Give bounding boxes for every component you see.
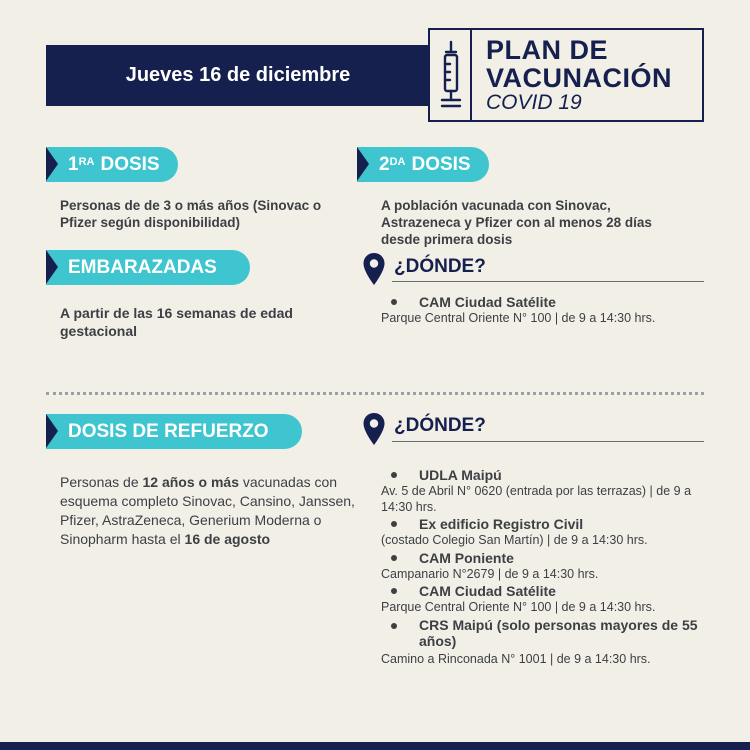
syringe-icon <box>436 40 466 112</box>
donde-title: ¿DÓNDE? <box>394 256 486 277</box>
pill-notch <box>46 147 58 181</box>
location-name: CAM Ciudad Satélite <box>419 583 556 599</box>
segunda-num: 2 <box>379 153 390 175</box>
list-item <box>381 516 711 550</box>
plan-title <box>486 36 672 92</box>
header-date-bar <box>46 45 430 106</box>
primera-sup: RA <box>78 155 95 168</box>
primera-label: DOSIS <box>100 153 160 175</box>
refuerzo-text-part: Personas de <box>60 474 143 490</box>
refuerzo-text-part: vacunadas con esquema completo Sinovac, Cansino, Janssen, Pfizer, AstraZeneca, Generium Moderna o Sinopharm hasta el <box>60 474 355 547</box>
footer-bar <box>0 742 750 750</box>
location-pin-icon <box>362 412 386 446</box>
location-name: CAM Ciudad Satélite <box>419 294 556 310</box>
location-address: Camino a Rinconada N° 1001 | de 9 a 14:30 hrs. <box>381 652 651 666</box>
location-name-row <box>381 583 711 599</box>
refuerzo-label-text: DOSIS DE REFUERZO <box>68 420 269 442</box>
location-address: Parque Central Oriente N° 100 | de 9 a 14:30 hrs. <box>381 311 656 325</box>
list-item <box>381 583 711 617</box>
pill-notch <box>46 250 58 284</box>
segunda-dosis-text: A población vacunada con Sinovac, Astrazeneca y Pfizer con al menos 28 días desde primera dosis <box>381 198 652 247</box>
location-name: CAM Poniente <box>419 550 514 566</box>
primera-num: 1 <box>68 153 79 175</box>
refuerzo-text <box>60 473 360 549</box>
embarazadas-label-text: EMBARAZADAS <box>68 256 217 278</box>
segunda-sup: DA <box>389 155 406 168</box>
donde1-list <box>381 294 711 326</box>
donde-title: ¿DÓNDE? <box>394 415 486 436</box>
bullet-icon <box>391 555 397 561</box>
plan-subtitle: COVID 19 <box>486 91 582 114</box>
bullet-icon <box>391 299 397 305</box>
location-name-row <box>381 617 711 649</box>
pill-notch <box>357 147 369 181</box>
location-address: Campanario N°2679 | de 9 a 14:30 hrs. <box>381 567 599 581</box>
embarazadas-label <box>46 250 250 285</box>
bullet-icon <box>391 472 397 478</box>
section-divider <box>46 392 704 395</box>
location-name-row <box>381 467 711 483</box>
location-name: UDLA Maipú <box>419 467 502 483</box>
location-name-row <box>381 516 711 532</box>
location-name-row <box>381 550 711 566</box>
list-item <box>381 467 711 516</box>
location-address: Av. 5 de Abril N° 0620 (entrada por las terrazas) | de 9 a 14:30 hrs. <box>381 484 692 514</box>
location-address: (costado Colegio San Martín) | de 9 a 14:30 hrs. <box>381 533 648 547</box>
refuerzo-text-bold: 12 años o más <box>142 474 239 490</box>
bullet-icon <box>391 521 397 527</box>
donde2-list <box>381 467 711 667</box>
refuerzo-label <box>46 414 302 449</box>
segunda-dosis-label <box>357 147 489 182</box>
plan-title-box <box>428 28 704 122</box>
location-address: Parque Central Oriente N° 100 | de 9 a 14:30 hrs. <box>381 600 656 614</box>
segunda-label: DOSIS <box>411 153 471 175</box>
list-item <box>381 550 711 583</box>
list-item <box>381 617 711 667</box>
primera-dosis-label <box>46 147 178 182</box>
donde-divider <box>392 441 704 442</box>
plan-title-line1: PLAN DE <box>486 35 609 65</box>
donde-divider <box>392 281 704 282</box>
list-item <box>381 294 711 310</box>
embarazadas-text: A partir de las 16 semanas de edad gestacional <box>60 305 293 339</box>
bullet-icon <box>391 588 397 594</box>
header-date: Jueves 16 de diciembre <box>125 64 351 86</box>
location-pin-icon <box>362 252 386 286</box>
bullet-icon <box>391 623 397 629</box>
pill-notch <box>46 414 58 448</box>
location-name: CRS Maipú (solo personas mayores de 55 años) <box>419 617 698 649</box>
primera-dosis-text: Personas de de 3 o más años (Sinovac o Pfizer según disponibilidad) <box>60 198 322 230</box>
location-name: Ex edificio Registro Civil <box>419 516 584 532</box>
refuerzo-text-bold: 16 de agosto <box>184 531 271 547</box>
plan-title-line2: VACUNACIÓN <box>486 63 672 93</box>
